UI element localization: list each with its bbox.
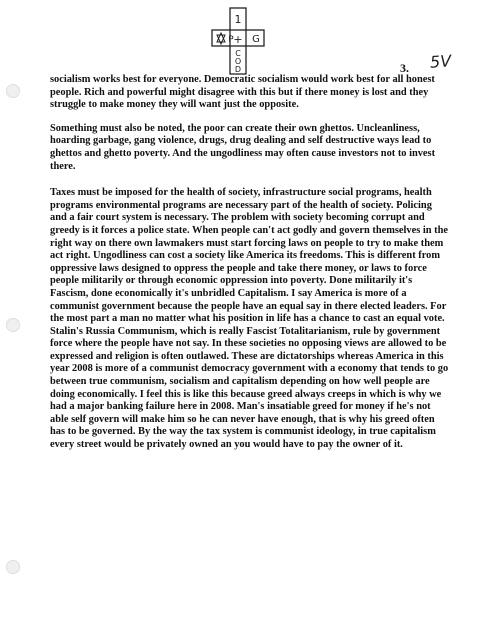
punch-hole [6,84,20,98]
document-body [50,74,450,452]
emblem-center-mark: + [233,33,243,46]
emblem-bottom-letter: C [235,49,241,58]
emblem-bottom-letter: O [234,57,242,66]
paragraph: socialism works best for everyone. Democratic socialism would work best for all honest people. Rich and powerful might disagree with this but if there money is lost and they struggle to make money they will want just the opposite. [50,74,435,111]
punch-hole [6,560,20,574]
punch-hole [6,318,20,332]
paragraph: Something must also be noted, the poor can create their own ghettos. Uncleanliness, hoarding garbage, gang violence, drugs, drug dealing and self destructive ways lead to ghettos and ghetto poverty. And the ungodliness may often cause investors not to invest there. [50,122,436,172]
emblem-top-letter: 1 [234,13,242,26]
emblem-left-letter: P [228,35,234,45]
emblem-right-letter: G [252,34,260,45]
handdrawn-cross-emblem [208,6,268,78]
page-number: 3. [400,61,409,75]
handwritten-annotation: 5V [429,51,452,72]
paragraph: Taxes must be imposed for the health of society, infrastructure social programs, health programs environmental programs are necessary part of the health of society. Policing and a fair court system is necessary. The problem with society becoming corrupt and greedy is it forces a police state. When people can't act godly and govern themselves in the right way on there own lawmakers must start forcing laws on people to try to make them act right. Ungodliness can cost a society like America its freedoms. This is different from oppressive laws designed to oppress the people and take there money, or laws to force people militarily or through economic oppression into poverty. Done militarily it's Fascism, done economically it's unbridled Capitalism. I say America is more of a communist government because the people have an equal say in there elected leaders. For the most part a man no matter what his position in life has a chance to cast an equal vote. Stalin's Russia Communism, which is really Fascist Totalitarianism, rule by government force where the people have not say. In these societies no opposing views are allowed to be expressed and religion is often outlawed. These are dictatorships whereas America in this year 2008 is more of a communist democracy government with a economy that tends to go between true communism, socialism and capitalism depending on how well people are doing economically. I feel this is like this because greed always creeps in which is why we had a major banking failure here in 2008. Man's insatiable greed for money if he's not able self govern will make him so he can never have enough, that is why his greed often has to be governed. By the way the tax system is communist ideology, in true capitalism every street would be privately owned an you would have to pay the owner of it. [50,187,449,451]
emblem-bottom-letter: D [234,65,242,74]
